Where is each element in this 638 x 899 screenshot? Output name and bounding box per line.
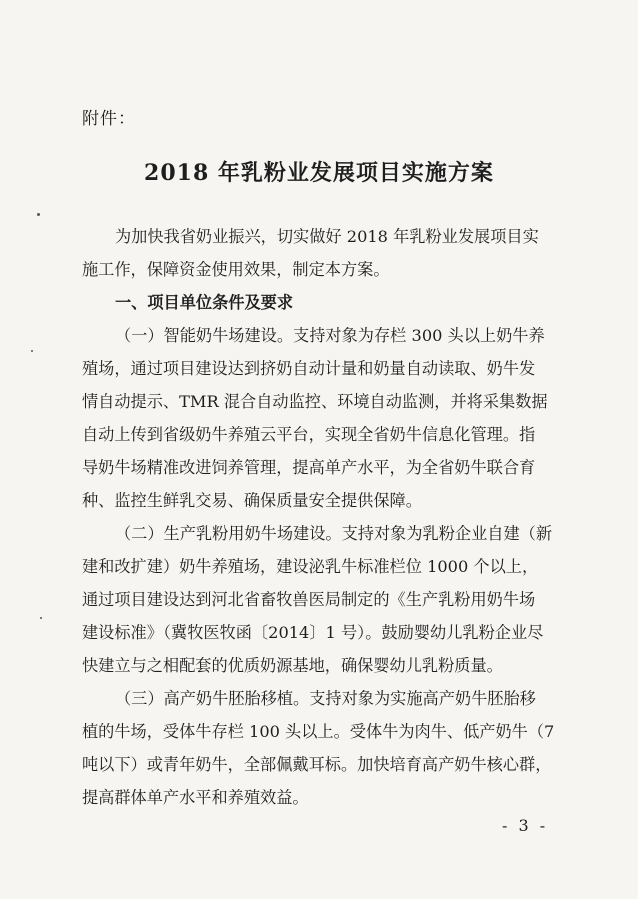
body-text-line: 导奶牛场精准改进饲养管理，提高单产水平，为全省奶牛联合育 bbox=[82, 458, 536, 477]
body-text-line: 通过项目建设达到河北省畜牧兽医局制定的《生产乳粉用奶牛场 bbox=[82, 590, 536, 609]
document-title: 2018 年乳粉业发展项目实施方案 bbox=[144, 160, 494, 186]
body-text-line: 种、监控生鲜乳交易、确保质量安全提供保障。 bbox=[82, 491, 422, 510]
body-text-line: 建设标准》（冀牧医牧函〔2014〕1 号）。鼓励婴幼儿乳粉企业尽 bbox=[82, 623, 544, 642]
body-text-line: 情自动提示、TMR 混合自动监控、环境自动监测，并将采集数据 bbox=[82, 392, 548, 411]
body-text-line: （三）高产奶牛胚胎移植。支持对象为实施高产奶牛胚胎移 bbox=[115, 689, 536, 708]
document-body bbox=[82, 220, 560, 814]
body-text-line: 提高群体单产水平和养殖效益。 bbox=[82, 788, 309, 807]
body-text-line: （一）智能奶牛场建设。支持对象为存栏 300 头以上奶牛养 bbox=[115, 326, 545, 345]
page-number: - 3 - bbox=[502, 816, 549, 835]
body-text-line: 自动上传到省级奶牛养殖云平台，实现全省奶牛信息化管理。指 bbox=[82, 425, 536, 444]
body-text-line: 吨以下）或青年奶牛，全部佩戴耳标。加快培育高产奶牛核心群， bbox=[82, 755, 552, 774]
body-text-line: 植的牛场，受体牛存栏 100 头以上。受体牛为肉牛、低产奶牛（7 bbox=[82, 722, 555, 741]
scan-speck bbox=[40, 617, 42, 619]
scan-speck bbox=[37, 213, 40, 216]
scan-speck bbox=[31, 350, 33, 352]
body-text-line: 建和改扩建）奶牛养殖场，建设泌乳牛标准栏位 1000 个以上， bbox=[82, 557, 539, 576]
body-text-line: （二）生产乳粉用奶牛场建设。支持对象为乳粉企业自建（新 bbox=[115, 524, 553, 543]
attachment-label: 附件： bbox=[82, 109, 136, 129]
body-text-line: 殖场，通过项目建设达到挤奶自动计量和奶量自动读取、奶牛发 bbox=[82, 359, 536, 378]
section-heading: 一、项目单位条件及要求 bbox=[115, 293, 294, 312]
body-text-line: 施工作，保障资金使用效果，制定本方案。 bbox=[82, 260, 390, 279]
body-text-line: 为加快我省奶业振兴，切实做好 2018 年乳粉业发展项目实 bbox=[115, 227, 539, 246]
body-text-line: 快建立与之相配套的优质奶源基地，确保婴幼儿乳粉质量。 bbox=[82, 656, 503, 675]
